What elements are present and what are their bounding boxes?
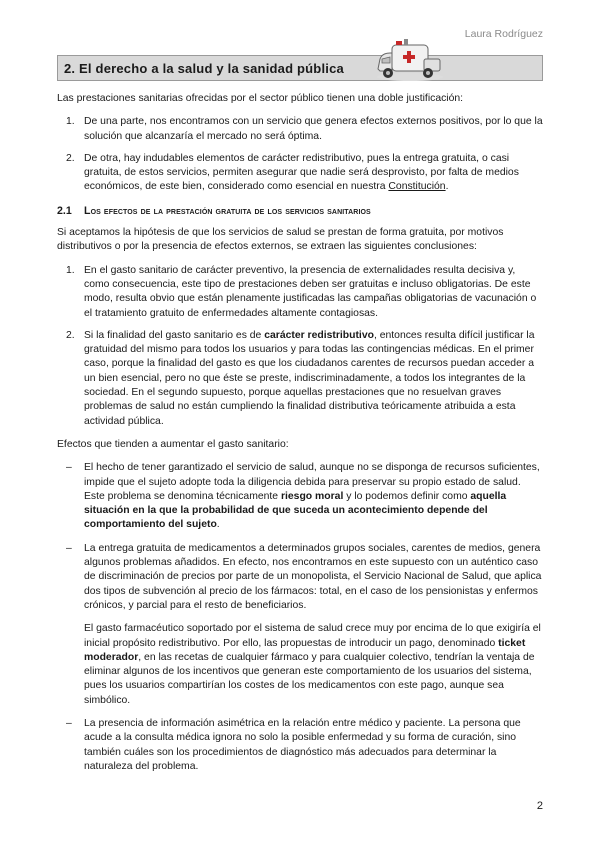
page-number: 2 xyxy=(536,800,543,812)
list-text: De otra, hay indudables elementos de carácter redistributivo, pues la entrega gratuita, o casi gratuita, de estos servicios, permiten asegurar que nadie será desprovisto, por falta de medios económicos, de este bien, considerado como esencial en nuestra xyxy=(84,152,519,193)
list-item xyxy=(57,152,543,195)
bold-term: riesgo moral xyxy=(280,490,344,502)
constitution-link[interactable]: Constitución xyxy=(388,181,446,193)
subsection-number: 2.1 xyxy=(57,204,72,217)
list-item xyxy=(57,264,543,321)
list-text: . xyxy=(216,519,220,531)
document-body xyxy=(57,92,543,783)
list-item xyxy=(57,542,543,708)
conclusions-list xyxy=(57,264,543,429)
subsection-intro: Si aceptamos la hipótesis de que los servicios de salud se prestan de forma gratuita, por motivos distributivos o por la presencia de efectos externos, se extraen las siguientes conclusiones: xyxy=(57,227,504,253)
justifications-list xyxy=(57,115,543,194)
subsection-heading xyxy=(57,204,543,218)
effects-list xyxy=(57,461,543,774)
list-text: , en las recetas de cualquier fármaco y para cualquier colectivo, tendrían la ventaja de eliminar algunos de los incentivos que generan este comportamiento de los usuarios del sistema, pues los usuarios compartirían los costes de los medicamentos con este pago, aunque sea simbólico. xyxy=(84,651,535,706)
list-item xyxy=(57,115,543,144)
bold-term: carácter redistributivo xyxy=(264,329,374,341)
section-heading xyxy=(57,55,543,81)
list-subparagraph xyxy=(84,622,543,708)
list-text: El gasto farmacéutico soportado por el sistema de salud crece muy por encima de lo que exigiría el inicial propósito redistributivo. Por ello, las propuestas de introducir un pago, denominado xyxy=(84,623,541,649)
list-item xyxy=(57,461,543,532)
dash-bullet: – xyxy=(66,717,72,729)
list-number: 2. xyxy=(66,152,75,164)
dash-bullet: – xyxy=(66,462,72,474)
list-number: 1. xyxy=(66,264,75,276)
list-text: . xyxy=(445,181,449,193)
author-name: Laura Rodríguez xyxy=(464,28,543,40)
list-text: y lo podemos definir como xyxy=(343,490,471,502)
list-item xyxy=(57,717,543,774)
bold-definition: aquella situación en la que la probabilidad de que suceda un acontecimiento depende del comportamiento del sujeto xyxy=(84,490,507,531)
list-number: 2. xyxy=(66,329,75,341)
list-number: 1. xyxy=(66,116,75,128)
dash-bullet: – xyxy=(66,542,72,554)
intro-paragraph: Las prestaciones sanitarias ofrecidas por el sector público tienen una doble justificación: xyxy=(57,93,464,104)
list-item xyxy=(57,329,543,429)
list-text: La presencia de información asimétrica en la relación entre médico y paciente. La persona que acude a la consulta médica ignora no solo la posible enfermedad y su forma de curación, sino también cuáles son los procedimientos de diagnóstico más adecuados para determinar la naturaleza del problema. xyxy=(84,717,521,772)
list-text: En el gasto sanitario de carácter preventivo, la presencia de externalidades resulta decisiva y, como consecuencia, este tipo de prestaciones deben ser gratuitas e incluso obligatorias. De este modo, resulta obvio que están plenamente justificadas las campañas obligatorias de vacunación o el tratamiento gratuito de enfermedades altamente contagiosas. xyxy=(84,264,537,319)
list-text: De una parte, nos encontramos con un servicio que genera efectos externos positivos, por lo que la solución que alcanzaría el mercado no será óptima. xyxy=(84,116,543,142)
list-text: , entonces resulta difícil justificar la gratuidad del mismo para todos los usuarios y para todas las contingencias médicas. En el primer caso, porque la finalidad del gasto es que los ciudadanos carentes de recursos puedan acceder a un bien esencial, pero no que éste se preste, indiscriminadamente, a todos los integrantes de la sociedad. En el segundo supuesto, porque aquellas prestaciones que no resuelvan graves problemas de salud no están cumpliendo la finalidad distributiva teóricamente atribuida a esta actividad pública. xyxy=(84,329,535,427)
subsection-title: Los efectos de la prestación gratuita de los servicios sanitarios xyxy=(84,204,371,217)
section-title: 2. El derecho a la salud y la sanidad pública xyxy=(64,61,344,76)
ambulance-icon xyxy=(374,37,446,83)
list-text: Si la finalidad del gasto sanitario es de xyxy=(84,329,265,341)
bold-term: ticket moderador xyxy=(84,637,526,663)
list-text: El hecho de tener garantizado el servicio de salud, aunque no se disponga de recursos suficientes, impide que el sujeto adopte toda la diligencia debida para preservar su propio estado de salud. Este problema se denomina técnicamente xyxy=(84,462,540,502)
list-text: La entrega gratuita de medicamentos a determinados grupos sociales, carentes de medios, genera algunos problemas añadidos. En efecto, nos encontramos en este supuesto con un auténtico caso de discriminación de precios por parte de un monopolista, el Servicio Nacional de Salud, que aplica dos tipos de subvención al precio de los fármacos: total, en el caso de los pensionistas y enfermos crónicos, y parcial para el resto de beneficiarios. xyxy=(84,542,542,611)
effects-intro: Efectos que tienden a aumentar el gasto sanitario: xyxy=(57,438,289,450)
